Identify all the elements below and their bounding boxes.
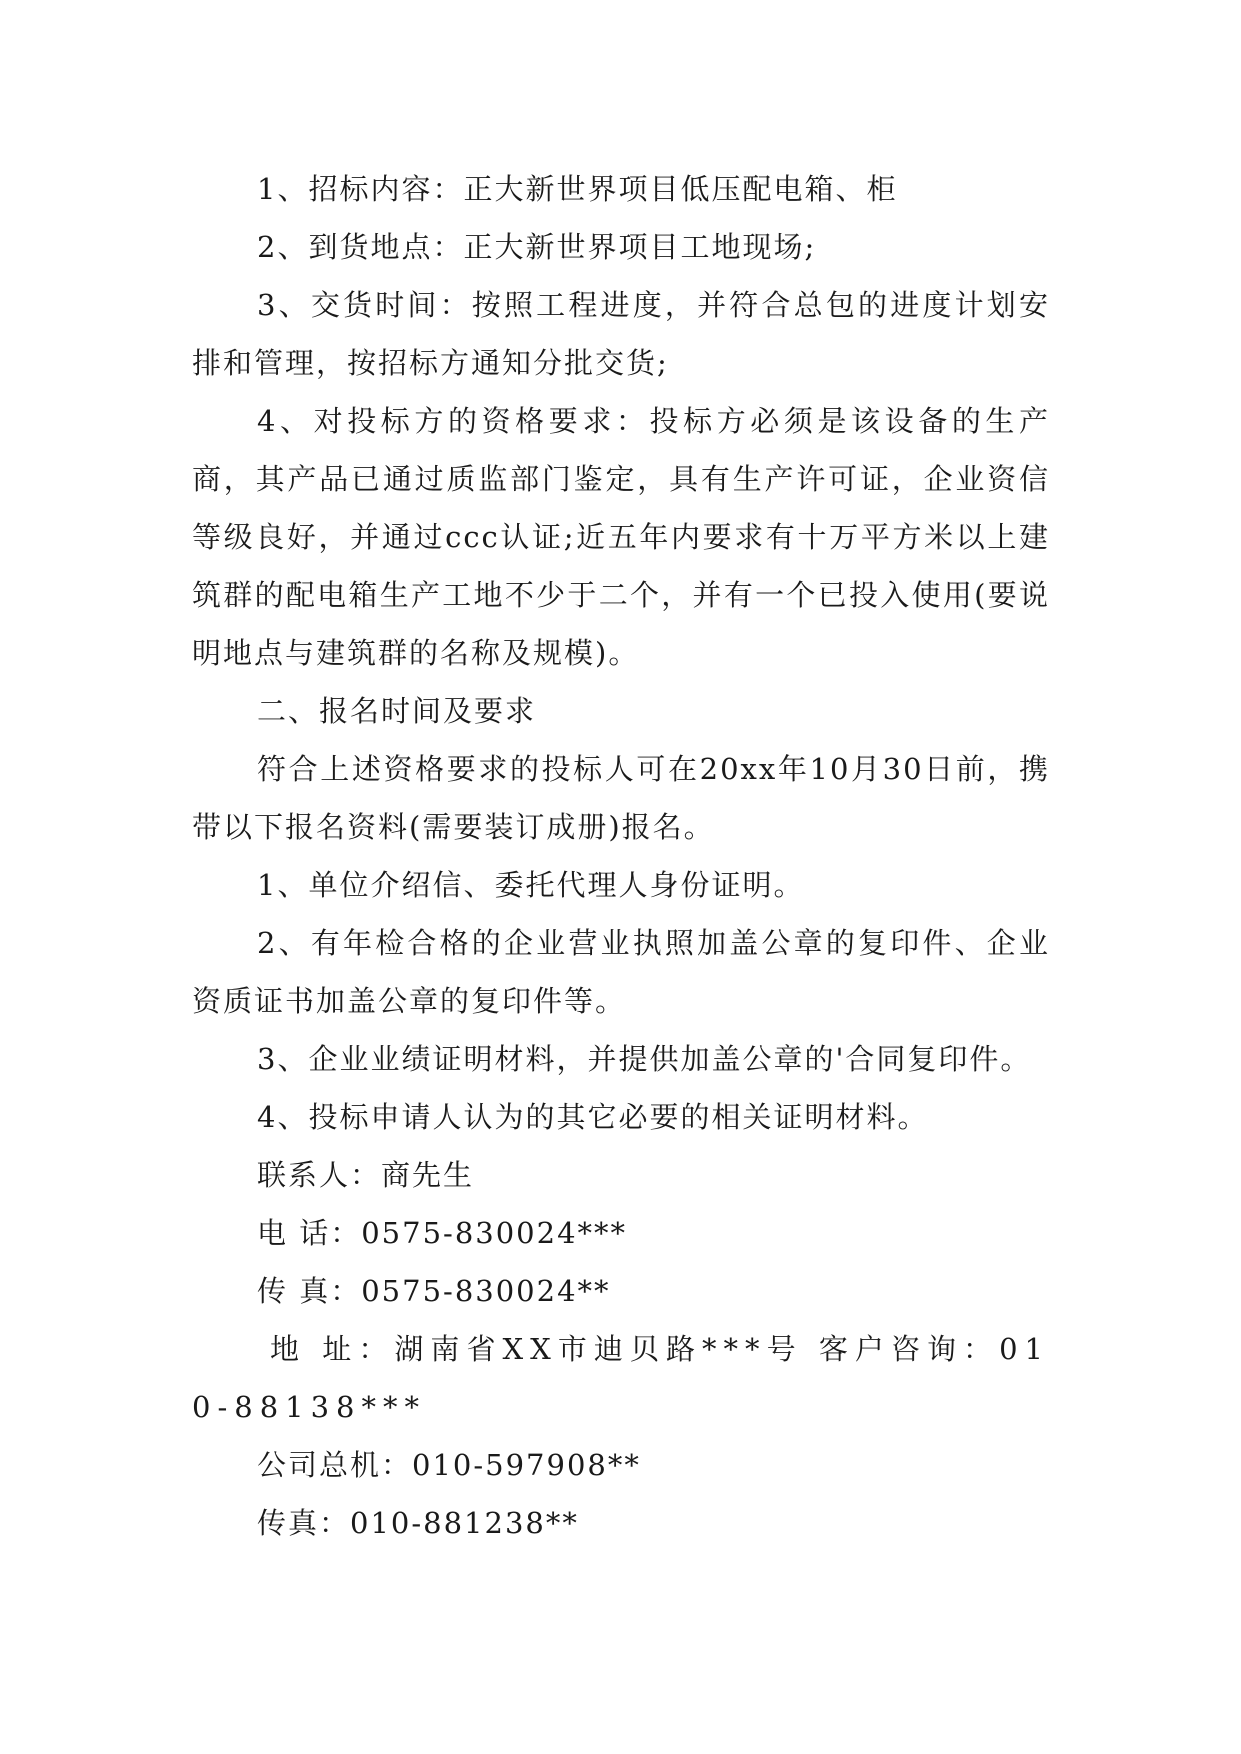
- company-fax: 传真：010-881238**: [257, 1506, 579, 1540]
- section-heading-registration: 二、报名时间及要求: [257, 694, 537, 728]
- list-item-other-materials: 4、投标申请人认为的其它必要的相关证明材料。: [257, 1100, 929, 1134]
- paragraph-delivery-time: 3、交货时间：按照工程进度，并符合总包的进度计划安排和管理，按招标方通知分批交货;: [192, 288, 1050, 380]
- document-body: [192, 160, 1050, 1552]
- contact-address: 地 址：湖南省XX市迪贝路***号 客户咨询：010-88138***: [192, 1332, 1050, 1424]
- list-item-performance-proof: 3、企业业绩证明材料，并提供加盖公章的'合同复印件。: [257, 1042, 1032, 1076]
- contact-person: 联系人：商先生: [257, 1158, 475, 1192]
- paragraph-bid-content: 1、招标内容：正大新世界项目低压配电箱、柜: [257, 172, 898, 206]
- paragraph-delivery-location: 2、到货地点：正大新世界项目工地现场;: [257, 230, 817, 264]
- contact-fax: 传 真：0575-830024**: [257, 1274, 611, 1308]
- list-item-introduction-letter: 1、单位介绍信、委托代理人身份证明。: [257, 868, 805, 902]
- company-switchboard: 公司总机：010-597908**: [257, 1448, 641, 1482]
- paragraph-qualification-requirements: 4、对投标方的资格要求：投标方必须是该设备的生产商，其产品已通过质监部门鉴定，具有生产许可证，企业资信等级良好，并通过ccc认证;近五年内要求有十万平方米以上建筑群的配电箱生产工地不少于二个，并有一个已投入使用(要说明地点与建筑群的名称及规模)。: [192, 404, 1050, 670]
- contact-phone: 电 话：0575-830024***: [257, 1216, 628, 1250]
- list-item-business-license: 2、有年检合格的企业营业执照加盖公章的复印件、企业资质证书加盖公章的复印件等。: [192, 926, 1050, 1018]
- paragraph-registration-deadline: 符合上述资格要求的投标人可在20xx年10月30日前，携带以下报名资料(需要装订成册)报名。: [192, 752, 1050, 844]
